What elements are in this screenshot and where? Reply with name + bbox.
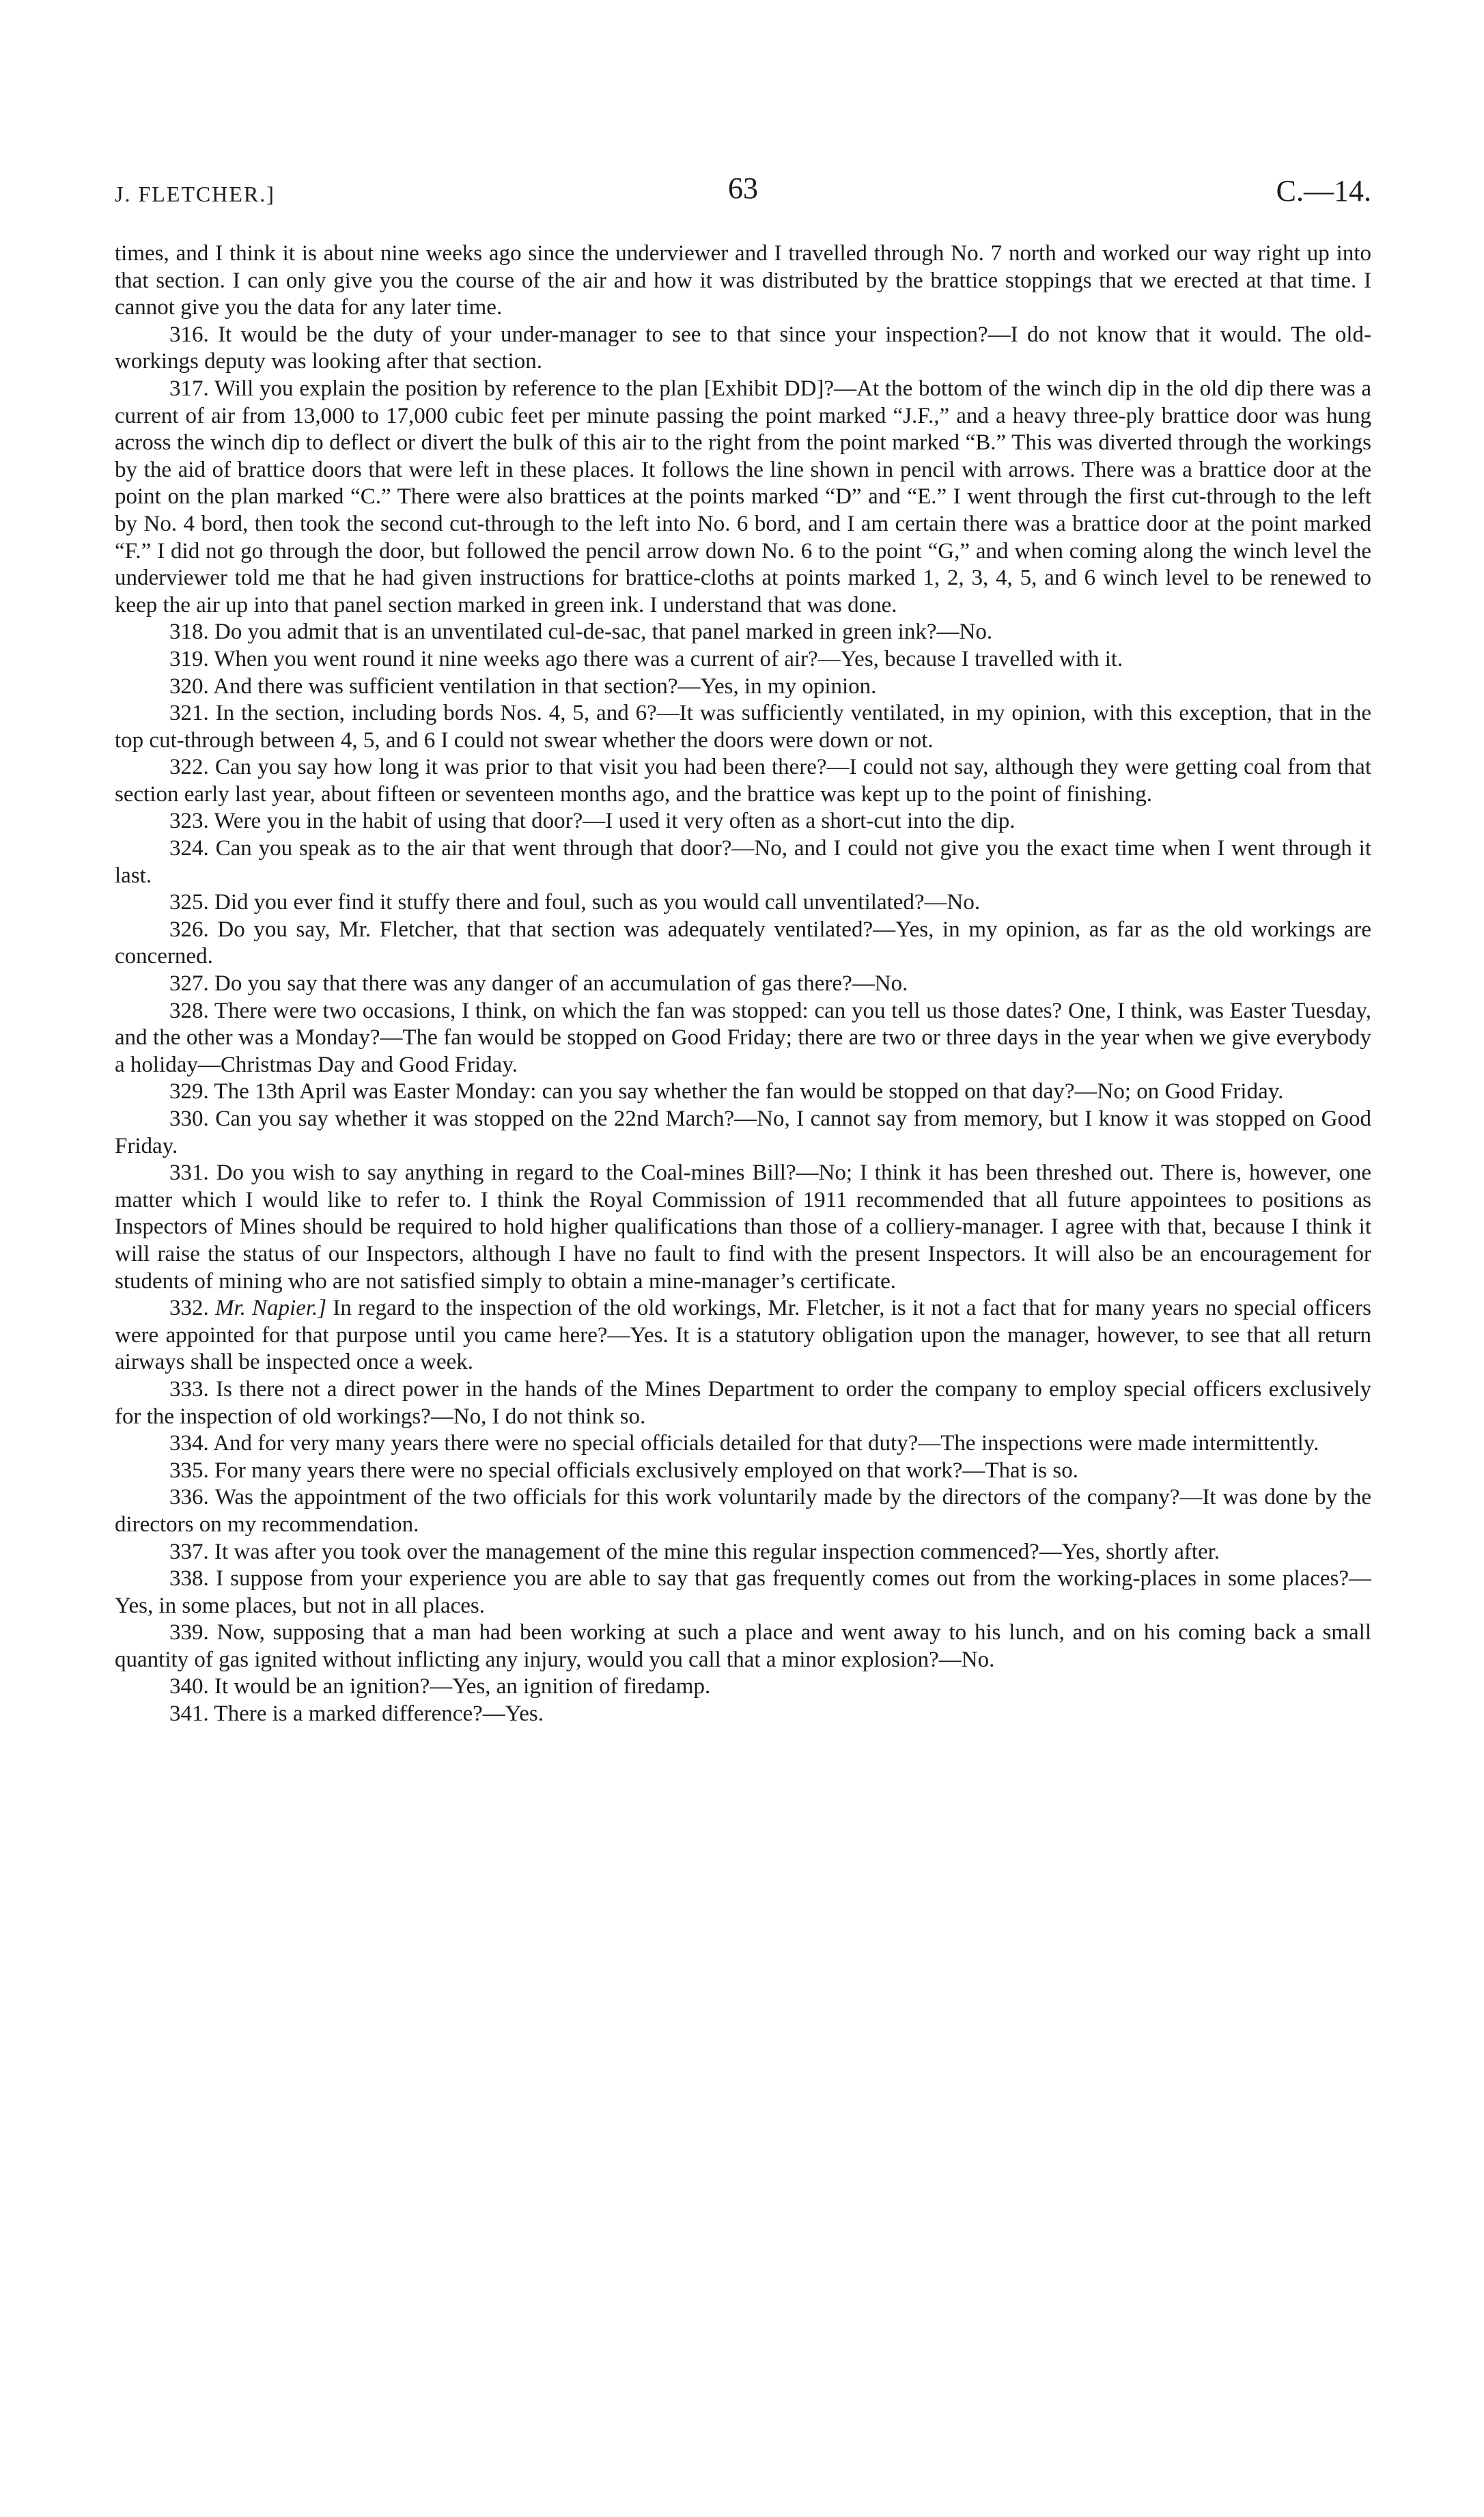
paragraph-text: Was the appointment of the two officials for this work voluntarily made by the directors of the company?—It was done by the directors on my recommendation. — [115, 1485, 1371, 1537]
document-reference: C.—14. — [1276, 174, 1371, 208]
question-336 — [115, 1484, 1371, 1538]
question-331 — [115, 1160, 1371, 1295]
question-338 — [115, 1566, 1371, 1619]
question-number: 341. — [169, 1701, 209, 1727]
question-number: 331. — [169, 1160, 209, 1186]
question-335 — [115, 1458, 1371, 1485]
question-327 — [115, 971, 1371, 998]
question-324 — [115, 835, 1371, 889]
question-number: 328. — [169, 998, 209, 1023]
question-340 — [115, 1673, 1371, 1701]
question-number: 335. — [169, 1458, 209, 1483]
paragraph-text: Did you ever find it stuffy there and foul, such as you would call unventilated?—No. — [214, 890, 981, 915]
paragraph-continued — [115, 240, 1371, 322]
question-number: 329. — [169, 1079, 209, 1104]
page-number: 63 — [728, 171, 758, 205]
question-number: 332. — [169, 1296, 209, 1321]
paragraph-text: And there was sufficient ventilation in that section?—Yes, in my opinion. — [213, 673, 877, 699]
question-number: 340. — [169, 1674, 209, 1699]
paragraph-text: When you went round it nine weeks ago there was a current of air?—Yes, because I travelled with it. — [214, 646, 1123, 671]
question-330 — [115, 1106, 1371, 1160]
paragraph-text: For many years there were no special officials exclusively employed on that work?—That is so. — [214, 1458, 1078, 1483]
question-number: 327. — [169, 971, 209, 997]
question-319 — [115, 646, 1371, 673]
question-number: 318. — [169, 620, 209, 645]
paragraph-text: Is there not a direct power in the hands of the Mines Department to order the company to employ special officers exclusively for the inspection of old workings?—No, I do not think so. — [115, 1376, 1371, 1429]
question-328 — [115, 998, 1371, 1079]
paragraph-text: Can you say how long it was prior to that visit you had been there?—I could not say, although they were getting coal from that section early last year, about fifteen or seventeen months ago, and the brattice was kept up to the point of finishing. — [115, 755, 1371, 807]
paragraph-text: In the section, including bords Nos. 4, 5, and 6?—It was sufficiently ventilated, in my opinion, with this exception, that in the top cut-through between 4, 5, and 6 I could not swear whether the doors were down or not. — [115, 701, 1371, 753]
question-339 — [115, 1619, 1371, 1673]
paragraph-text: Will you explain the position by reference to the plan [Exhibit DD]?—At the bottom of the winch dip in the old dip there was a current of air from 13,000 to 17,000 cubic feet per minute passing the point marked “J.F.,” and a heavy three-ply brattice door was hung across the winch dip to deflect or divert the bulk of this air to the right from the point marked “B.” This was diverted through the workings by the aid of brattice doors that were left in these places. It follows the line shown in pencil with arrows. There was a brattice door at the point on the plan marked “C.” There were also brattices at the points marked “D” and “E.” I went through the first cut-through to the left by No. 4 bord, then took the second cut-through to the left into No. 6 bord, and I am certain there was a brattice door at the point marked “F.” I did not go through the door, but followed the pencil arrow down No. 6 to the point “G,” and when coming along the winch level the underviewer told me that he had given instructions for brattice-cloths at points marked 1, 2, 3, 4, 5, and 6 winch level to be renewed to keep the air up into that panel section marked in green ink. I understand that was done. — [115, 376, 1371, 617]
paragraph-text: There were two occasions, I think, on which the fan was stopped: can you tell us those dates? One, I think, was Easter Tuesday, and the other was a Monday?—The fan would be stopped on Good Friday; there are two or three days in the year when we give everybody a holiday—Christmas Day and Good Friday. — [115, 998, 1371, 1077]
question-323 — [115, 808, 1371, 835]
question-326 — [115, 917, 1371, 971]
question-number: 337. — [169, 1539, 209, 1564]
paragraph-text: It would be an ignition?—Yes, an ignition of firedamp. — [214, 1674, 711, 1699]
testimony-body — [115, 240, 1371, 1728]
paragraph-text: Were you in the habit of using that door?—I used it very often as a short-cut into the dip. — [214, 809, 1016, 834]
question-333 — [115, 1376, 1371, 1430]
question-321 — [115, 700, 1371, 754]
question-332 — [115, 1295, 1371, 1376]
paragraph-text: I suppose from your experience you are able to say that gas frequently comes out from the working-places in some places?—Yes, in some places, but not in all places. — [115, 1566, 1371, 1618]
question-325 — [115, 889, 1371, 917]
paragraph-text: Can you speak as to the air that went through that door?—No, and I could not give you the exact time when I went through it last. — [115, 836, 1372, 888]
speaker-label: Mr. Napier.] — [214, 1296, 327, 1321]
paragraph-text: And for very many years there were no special officials detailed for that duty?—The inspections were made intermittently. — [213, 1431, 1319, 1456]
question-number: 339. — [169, 1620, 209, 1645]
question-329 — [115, 1079, 1371, 1106]
question-322 — [115, 754, 1371, 808]
question-number: 326. — [169, 917, 209, 942]
question-number: 330. — [169, 1107, 209, 1131]
running-head — [115, 171, 1371, 212]
question-number: 333. — [169, 1376, 209, 1402]
paragraph-text: It would be the duty of your under-manager to see to that since your inspection?—I do not know that it would. The old-workings deputy was looking after that section. — [115, 322, 1372, 374]
question-number: 320. — [169, 673, 209, 699]
question-number: 336. — [169, 1485, 209, 1510]
question-317 — [115, 376, 1371, 619]
paragraph-text: Can you say whether it was stopped on the 22nd March?—No, I cannot say from memory, but I know it was stopped on Good Friday. — [115, 1107, 1371, 1158]
question-number: 325. — [169, 890, 209, 915]
question-number: 323. — [169, 809, 209, 834]
paragraph-text: In regard to the inspection of the old workings, Mr. Fletcher, is it not a fact that for many years no special officers were appointed for that purpose until you came here?—Yes. It is a statutory obligation upon the manager, however, to see that all return airways shall be inspected once a week. — [115, 1296, 1371, 1375]
question-number: 334. — [169, 1431, 209, 1456]
question-337 — [115, 1539, 1371, 1566]
question-number: 319. — [169, 646, 209, 671]
question-number: 324. — [169, 836, 209, 861]
question-320 — [115, 673, 1371, 701]
paragraph-text: There is a marked difference?—Yes. — [214, 1701, 544, 1727]
question-number: 322. — [169, 755, 209, 780]
question-341 — [115, 1701, 1371, 1728]
witness-name: J. FLETCHER.] — [115, 182, 275, 206]
question-316 — [115, 322, 1371, 376]
paragraph-text: The 13th April was Easter Monday: can you say whether the fan would be stopped on that day?—No; on Good Friday. — [214, 1079, 1284, 1104]
question-334 — [115, 1430, 1371, 1458]
question-number: 338. — [169, 1566, 209, 1591]
paragraph-text: Do you say, Mr. Fletcher, that that section was adequately ventilated?—Yes, in my opinion, as far as the old workings are concerned. — [115, 917, 1371, 969]
question-number: 316. — [169, 322, 209, 347]
paragraph-text: Do you wish to say anything in regard to the Coal-mines Bill?—No; I think it has been threshed out. There is, however, one matter which I would like to refer to. I think the Royal Commission of 1911 recommended that all future appointees to positions as Inspectors of Mines should be required to hold higher qualifications than those of a colliery-manager. I agree with that, because I think it will raise the status of our Inspectors, although I have no fault to find with the present Inspectors. It will also be an encouragement for students of mining who are not satisfied simply to obtain a mine-manager’s certificate. — [115, 1160, 1372, 1294]
paragraph-text: Do you say that there was any danger of an accumulation of gas there?—No. — [214, 971, 908, 997]
question-number: 321. — [169, 701, 209, 726]
question-318 — [115, 619, 1371, 646]
paragraph-text: times, and I think it is about nine weeks ago since the underviewer and I travelled through No. 7 north and worked our way right up into that section. I can only give you the course of the air and how it was distributed by the brattice stoppings that we erected at that time. I cannot give you the data for any later time. — [115, 241, 1371, 320]
question-number: 317. — [169, 376, 209, 401]
paragraph-text: It was after you took over the management of the mine this regular inspection commenced?—Yes, shortly after. — [214, 1539, 1220, 1564]
paragraph-text: Now, supposing that a man had been working at such a place and went away to his lunch, and on his coming back a small quantity of gas ignited without inflicting any injury, would you call that a minor explosion?—No. — [115, 1620, 1372, 1672]
paragraph-text: Do you admit that is an unventilated cul-de-sac, that panel marked in green ink?—No. — [214, 620, 993, 645]
